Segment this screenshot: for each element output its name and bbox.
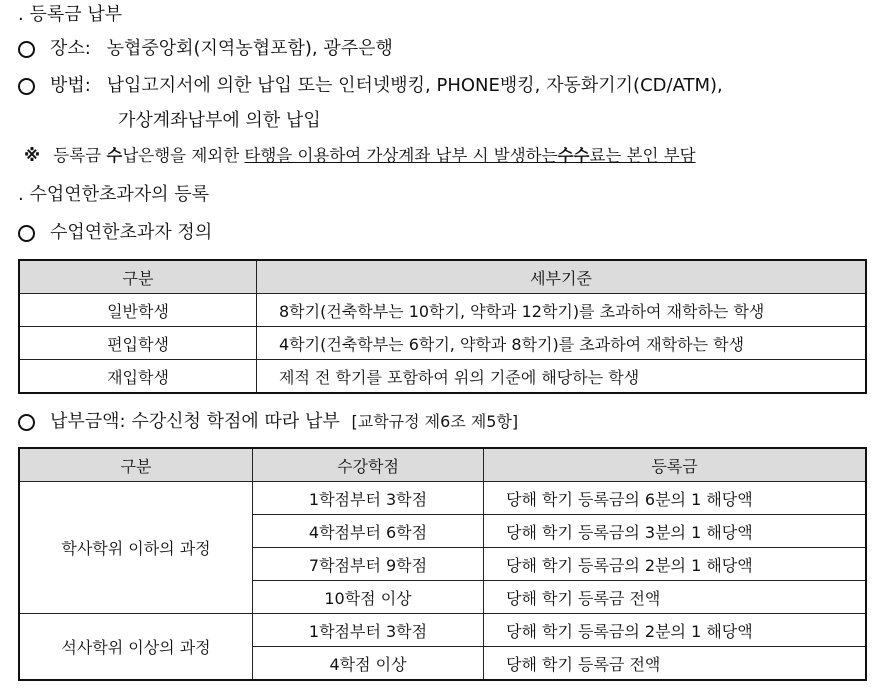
table-row [19,294,866,327]
payment-row [50,411,518,433]
note-part6: 료는 본인 부담 [589,146,696,165]
note-part2: 수 [106,146,123,165]
note-part5: 수수 [557,146,590,165]
note-part1: 등록금 [53,146,102,165]
method-line1: 납입고지서에 의한 납입 또는 인터넷뱅킹, PHONE뱅킹, 자동화기기(CD/ATM), [106,75,723,96]
category-cell: 재입학생 [19,360,257,394]
amount-cell: 당해 학기 등록금 전액 [484,647,867,681]
overdue-definition-table [18,259,867,394]
table-header: 수강학점 [253,448,484,482]
place-value: 농협중앙회(지역농협포함), 광주은행 [106,38,393,59]
place-row [50,38,393,60]
section2-heading: . 수업연한초과자의 등록 [18,184,210,205]
table-row [19,327,866,360]
circle-bullet-icon [18,414,35,431]
group-cell: 석사학위 이상의 과정 [19,614,253,681]
table-header: 구분 [19,260,257,294]
credits-cell: 1학점부터 3학점 [253,482,484,515]
tuition-amount-table [18,447,867,681]
criteria-cell: 제적 전 학기를 포함하여 위의 기준에 해당하는 학생 [257,360,867,394]
note-part4: 타행을 이용하여 가상계좌 납부 시 발생하는 [244,146,558,165]
category-cell: 편입학생 [19,327,257,360]
category-cell: 일반학생 [19,294,257,327]
table-header: 구분 [19,448,253,482]
table-row [19,614,866,647]
circle-bullet-icon [18,225,35,242]
amount-cell: 당해 학기 등록금 전액 [484,581,867,614]
table-row [19,482,866,515]
amount-cell: 당해 학기 등록금의 6분의 1 해당액 [484,482,867,515]
group-cell: 학사학위 이하의 과정 [19,482,253,614]
definition-label: 수업연한초과자 정의 [50,222,213,243]
amount-cell: 당해 학기 등록금의 2분의 1 해당액 [484,548,867,581]
table-header: 세부기준 [257,260,867,294]
criteria-cell: 8학기(건축학부는 10학기, 약학과 12학기)를 초과하여 재학하는 학생 [257,294,867,327]
credits-cell: 7학점부터 9학점 [253,548,484,581]
amount-cell: 당해 학기 등록금의 3분의 1 해당액 [484,515,867,548]
circle-bullet-icon [18,41,35,58]
criteria-cell: 4학기(건축학부는 6학기, 약학과 8학기)를 초과하여 재학하는 학생 [257,327,867,360]
credits-cell: 1학점부터 3학점 [253,614,484,647]
method-label: 방법: [50,75,91,96]
amount-cell: 당해 학기 등록금의 2분의 1 해당액 [484,614,867,647]
circle-bullet-icon [18,78,35,95]
payment-reference: [교학규정 제6조 제5항] [351,412,519,431]
credits-cell: 10학점 이상 [253,581,484,614]
note-part3: 납은행을 제외한 [122,146,240,165]
place-label: 장소: [50,38,91,59]
payment-label: 납부금액: 수강신청 학점에 따라 납부 [50,411,340,432]
table-row [19,360,866,394]
method-row [50,75,723,97]
table-header: 등록금 [484,448,867,482]
section1-heading: . 등록금 납부 [18,4,123,25]
method-line2: 가상계좌납부에 의한 납입 [118,110,321,131]
note-mark: ※ [24,146,41,165]
fee-note [24,145,696,167]
credits-cell: 4학점 이상 [253,647,484,681]
credits-cell: 4학점부터 6학점 [253,515,484,548]
